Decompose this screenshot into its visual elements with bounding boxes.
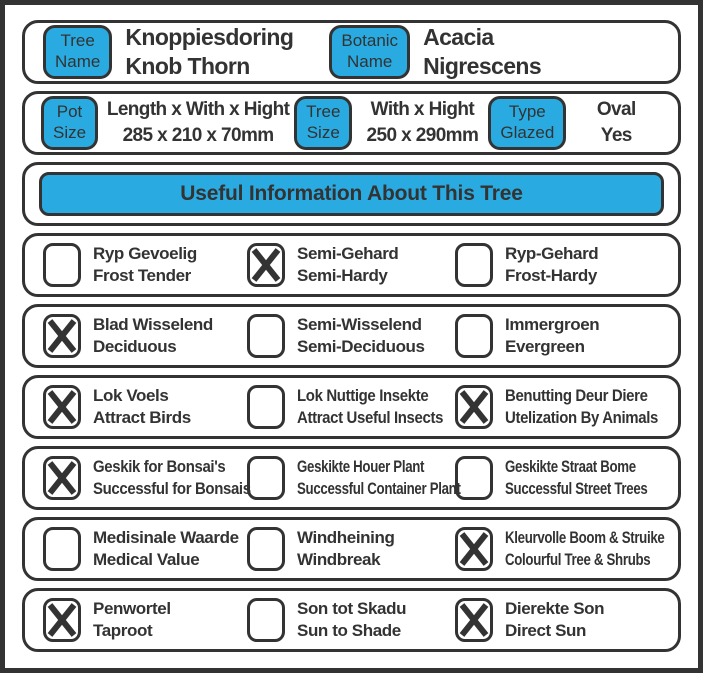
attribute-cell — [247, 598, 455, 642]
x-mark-icon — [457, 529, 491, 569]
x-mark-icon — [249, 245, 283, 285]
tree-name-badge — [43, 25, 112, 78]
attribute-cell — [455, 527, 670, 571]
attribute-cell — [247, 314, 455, 358]
checkbox — [247, 598, 285, 642]
attribute-cell — [247, 456, 461, 500]
attribute-row-uses — [22, 517, 681, 581]
checkbox — [247, 456, 285, 500]
checkbox — [455, 456, 493, 500]
attribute-cell — [455, 456, 670, 500]
attribute-label: Lok Nuttige Insekte Attract Useful Insects — [297, 386, 444, 427]
attribute-cell — [455, 314, 670, 358]
botanic-name-value — [423, 23, 541, 82]
checkbox — [43, 385, 81, 429]
tree-size-badge — [294, 96, 352, 149]
attribute-label: Son tot Skadu Sun to Shade — [297, 599, 407, 640]
attribute-label: Medisinale Waarde Medical Value — [93, 528, 239, 569]
attribute-row-foliage — [22, 304, 681, 368]
common-name-afrikaans: Knoppiesdoring — [125, 23, 294, 50]
attribute-row-suitability — [22, 446, 681, 510]
attribute-cell — [455, 598, 670, 642]
badge-line: Tree — [60, 31, 95, 51]
pot-size-badge — [41, 96, 98, 149]
checkbox — [43, 243, 81, 287]
attribute-cell — [43, 385, 247, 429]
tree-size-dims-label: With x Hight — [370, 99, 475, 121]
attribute-label: Kleurvolle Boom & Struike Colourful Tree & Shrubs — [505, 528, 665, 569]
badge-line: Type — [508, 102, 546, 122]
common-name-value — [125, 23, 329, 82]
checkbox — [43, 314, 81, 358]
pot-type-badge — [488, 96, 566, 149]
attribute-row-hardiness — [22, 233, 681, 297]
attribute-label: Benutting Deur Diere Utelization By Animals — [505, 386, 658, 427]
attribute-cell — [43, 243, 247, 287]
tree-size-dims: 250 x 290mm — [366, 125, 479, 146]
checkbox — [43, 598, 81, 642]
useful-information-banner: Useful Information About This Tree — [39, 172, 664, 216]
checkbox — [455, 385, 493, 429]
badge-line: Name — [347, 51, 393, 71]
badge-line: Size — [53, 122, 87, 142]
x-mark-icon — [45, 316, 79, 356]
attribute-label: Blad Wisselend Deciduous — [93, 315, 213, 356]
attribute-row-root-sun — [22, 588, 681, 652]
banner-row — [22, 162, 681, 226]
botanic-name-badge — [329, 25, 410, 78]
badge-line: Size — [306, 122, 340, 142]
badge-line: Name — [55, 51, 101, 71]
attribute-cell — [43, 314, 247, 358]
botanic-genus: Acacia — [423, 23, 494, 50]
x-mark-icon — [457, 387, 491, 427]
checkbox — [43, 456, 81, 500]
attribute-label: Penwortel Taproot — [93, 599, 171, 640]
attribute-label: Lok Voels Attract Birds — [93, 386, 191, 427]
checkbox — [247, 527, 285, 571]
checkbox — [43, 527, 81, 571]
checkbox — [455, 314, 493, 358]
attribute-cell — [43, 527, 247, 571]
pot-size-value — [102, 97, 294, 148]
attribute-cell — [43, 598, 247, 642]
size-row — [22, 91, 681, 155]
attribute-label: Windheining Windbreak — [297, 528, 395, 569]
pot-glazed: Yes — [600, 125, 632, 146]
attribute-label: Dierekte Son Direct Sun — [505, 599, 605, 640]
checkbox — [455, 598, 493, 642]
attribute-label: Geskikte Straat Bome Successful Street Trees — [505, 457, 648, 498]
badge-line: Botanic — [341, 31, 399, 51]
attribute-cell — [43, 456, 251, 500]
attribute-label: Semi-Wisselend Semi-Deciduous — [297, 315, 425, 356]
attribute-label: Semi-Gehard Semi-Hardy — [297, 244, 399, 285]
x-mark-icon — [45, 387, 79, 427]
attribute-label: Ryp Gevoelig Frost Tender — [93, 244, 197, 285]
badge-line: Pot — [56, 102, 83, 122]
checkbox — [247, 385, 285, 429]
x-mark-icon — [45, 458, 79, 498]
common-name-english: Knob Thorn — [125, 53, 250, 79]
pot-type-value — [570, 97, 662, 148]
tree-name-row — [22, 20, 681, 84]
checkbox — [455, 527, 493, 571]
attribute-label: Geskikte Houer Plant Successful Container Plant — [297, 457, 461, 498]
x-mark-icon — [45, 600, 79, 640]
badge-line: Glazed — [500, 122, 555, 142]
attribute-label: Immergroen Evergreen — [505, 315, 600, 356]
attribute-cell — [455, 243, 670, 287]
attribute-label: Geskik for Bonsai's Successful for Bonsais — [93, 457, 251, 498]
checkbox — [247, 314, 285, 358]
x-mark-icon — [457, 600, 491, 640]
attribute-cell — [247, 385, 455, 429]
pot-size-dims-label: Length x With x Hight — [106, 99, 290, 121]
attribute-cell — [247, 243, 455, 287]
pot-size-dims: 285 x 210 x 70mm — [122, 125, 274, 146]
attribute-cell — [455, 385, 670, 429]
checkbox — [247, 243, 285, 287]
attribute-row-wildlife — [22, 375, 681, 439]
pot-shape: Oval — [596, 99, 636, 121]
badge-line: Tree — [306, 102, 341, 122]
tree-size-value — [356, 97, 488, 148]
checkbox — [455, 243, 493, 287]
attribute-cell — [247, 527, 455, 571]
attribute-label: Ryp-Gehard Frost-Hardy — [505, 244, 599, 285]
botanic-species: Nigrescens — [423, 53, 542, 79]
